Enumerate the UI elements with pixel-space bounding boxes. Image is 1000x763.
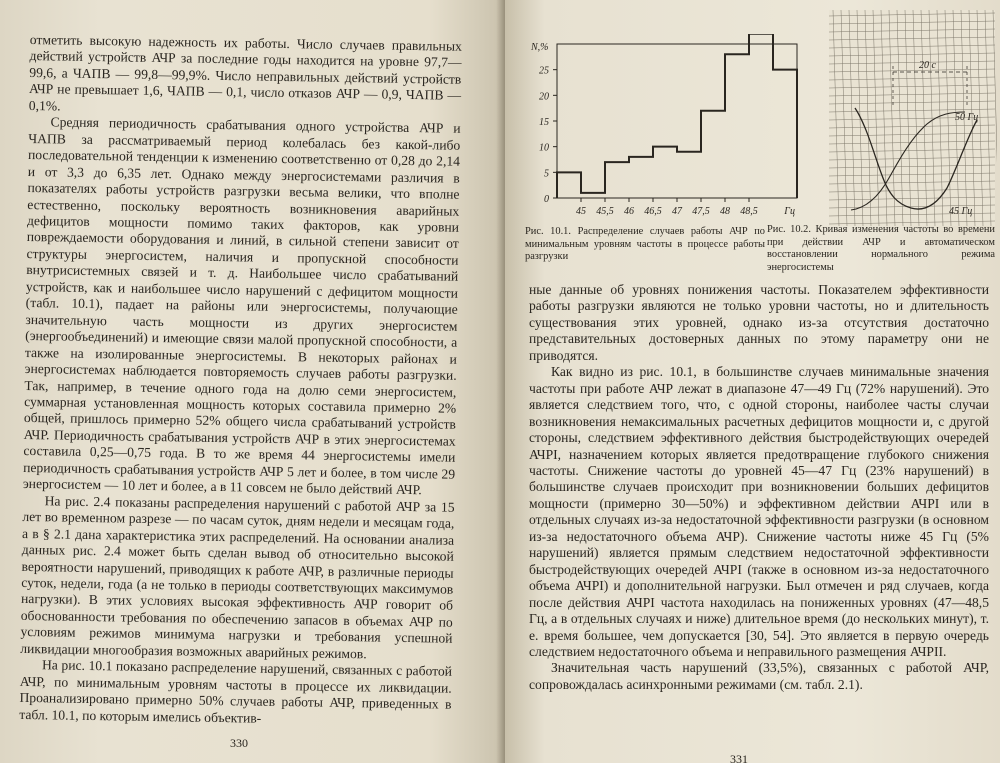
figure-10-1-caption: Рис. 10.1. Распределение случаев работы АЧР по минимальным уровням частоты в процессе работы разгрузки <box>525 226 765 262</box>
label-50hz: 50 Гц <box>955 112 979 123</box>
paragraph: ные данные об уровнях понижения частоты. Показателем эффективности работы разгрузки являются не только уровни частоты, но и длительность существования этих уровней, однако из-за отсутствия достаточно представительных достоверных данных по этому параметру они не приводятся. <box>529 282 989 363</box>
x-tick-label: 45,5 <box>596 206 614 217</box>
time-label: 20 с <box>919 60 936 71</box>
histogram-bin <box>557 172 581 198</box>
x-tick-label: 47 <box>672 206 682 217</box>
figure-10-2-frequency-curve <box>827 8 997 230</box>
figure-10-2-caption: Рис. 10.2. Кривая изменения частоты во времени при действии АЧР и автоматическом восстановлении нормального режима энергосистемы <box>767 224 995 273</box>
x-tick-label: 46 <box>624 206 634 217</box>
histogram-bin <box>581 193 605 198</box>
x-tick-label: 48,5 <box>740 206 758 217</box>
histogram-bin <box>605 162 629 198</box>
figure-10-1-histogram <box>517 34 807 224</box>
y-tick-label: 10 <box>539 142 549 154</box>
page-number: 330 <box>230 736 248 750</box>
left-page-text <box>19 32 462 730</box>
histogram-bin <box>749 34 773 198</box>
y-tick-label: 15 <box>539 117 549 128</box>
paragraph: На рис. 10.1 показано распределение нарушений, связанных с работой АЧР, по минимальным уровням частоты в процессе их ликвидации. Проанализировано примерно 50% случаев работы АЧР, приведенных в табл. 10.1, по которым имелись объектив- <box>19 657 453 726</box>
histogram-bin <box>677 152 701 198</box>
right-page-text <box>529 282 989 693</box>
right-page <box>505 0 1000 763</box>
histogram-bin <box>725 54 749 198</box>
histogram-bin <box>773 70 797 198</box>
paragraph: На рис. 2.4 показаны распределения нарушений с работой АЧР за 15 лет во временном разрезе — по часам суток, дням недели и месяцам года, а в § 2.1 дана характеристика этих распределений. На основании анализа данных рис. 2.4 может быть сделан вывод об относительно высокой вероятности нарушений, приводящих к работе АЧР, в различные периоды суток, недели, года (а не только в периоды соответствующих максимумов нагрузки). В этих условиях высокая эффективность АЧР говорит об обоснованности требования по обеспечению запасов в объемах АЧР по условиям режимов минимума нагрузки и требования успешной ликвидации многообразия возможных аварийных режимов. <box>20 492 455 662</box>
paragraph: отметить высокую надежность их работы. Число случаев правильных действий устройств АЧР за последние годы находится на уровне 97,7—99,6, а ЧАПВ — 99,8—99,9%. Число неправильных действий устройств АЧР не превышает 1,6, ЧАПВ — 0,1, число отказов АЧР — 0,9, ЧАПВ — 0,1%. <box>28 32 462 114</box>
histogram-bin <box>701 111 725 198</box>
histogram-bin <box>653 147 677 198</box>
label-45hz: 45 Гц <box>949 206 973 217</box>
x-axis-label: Гц <box>784 206 795 217</box>
paragraph: Как видно из рис. 10.1, в большинстве случаев минимальные значения частоты при работе АЧР лежат в диапазоне 47—49 Гц (72% нарушений). Это является следствием того, что, с одной стороны, наиболее часты случаи возникновения немаксимальных расчетных дефицитов мощности и, с другой стороны, следствием эффективного действия быстродействующих очередей АЧРI, назначением которых является предотвращение глубокого снижения частоты. Снижение частоты до уровней 45—47 Гц (23% нарушений) в большинстве случаев происходит при возникновении больших дефицитов мощности (примерно 30—50%) и эффективном действии АЧРI или в отдельных случаях из-за недостаточной эффективности разгрузки (в основном из-за недостаточного объема АЧР). Снижение частоты ниже 45 Гц (5% нарушений) является прямым следствием недостаточной эффективности быстродействующих очередей АЧРI (также в основном из-за недостаточного объема АЧРI) и дополнительной нагрузки. Был отмечен и ряд случаев, когда после действия АЧРI частота находилась на пониженных уровнях (47—48,5 Гц, а в отдельных случаях и ниже) длительное время (до нескольких минут), т. е. время большее, чем допускается [30, 54]. Это является в первую очередь следствием недостаточного объема и неправильного размещения АЧРII. <box>529 364 989 659</box>
paragraph: Средняя периодичность срабатывания одного устройства АЧР и ЧАПВ за рассматриваемый период колебалась без какой-либо последовательной тенденции к изменению соответственно от 0,28 до 2,14 и от 3,3 до 6,35 лет. Однако между энергосистемами различия в показателях работы устройств разгрузки весьма велики, что вполне естественно, поскольку вероятность возникновения аварийных дефицитов мощности помимо таких факторов, как уровни повреждаемости оборудования и линий, в сильной степени зависит от структуры энергосистем, наличия и пропускной способности внутрисистемных связей и т. д. Наибольшее число срабатываний устройств, как и наибольшее число нарушений с дефицитом мощности (табл. 10.1), падает на районы или энергосистемы, получающие значительную часть мощности из других энергосистем (энергообъединений) и имеющие связи малой пропускной способности, а также на изолированные энергосистемы. В некоторых районах и энергосистемах наблюдается повторяемость случаев работы разгрузки. Так, например, в течение одного года на долю семи энергосистем, суммарная установленная мощность которых составила примерно 2% общей, пришлось примерно 52% общего числа срабатываний устройств АЧР. Периодичность срабатывания устройств АЧР в этих энергосистемах составила 0,25—0,75 года. В то же время 44 энергосистемы имели периодичность срабатывания устройств АЧР 5 лет и более, в том числе 29 энергосистем — 10 лет и более, а в 11 совсем не было действий АЧР. <box>22 114 461 498</box>
x-tick-label: 45 <box>576 206 586 217</box>
y-tick-label: 20 <box>539 91 549 103</box>
x-tick-label: 48 <box>720 206 730 217</box>
y-tick-label: 0 <box>544 194 549 205</box>
y-tick-label: 5 <box>544 168 549 180</box>
histogram-bin <box>629 157 653 198</box>
x-tick-label: 46,5 <box>644 206 662 217</box>
paragraph: Значительная часть нарушений (33,5%), связанных с работой АЧР, сопровождалась асинхронными режимами (см. табл. 2.1). <box>529 660 989 692</box>
page-number: 331 <box>730 752 748 763</box>
y-axis-label: N,% <box>531 42 549 53</box>
x-tick-label: 47,5 <box>692 206 710 217</box>
y-tick-label: 25 <box>539 65 549 77</box>
